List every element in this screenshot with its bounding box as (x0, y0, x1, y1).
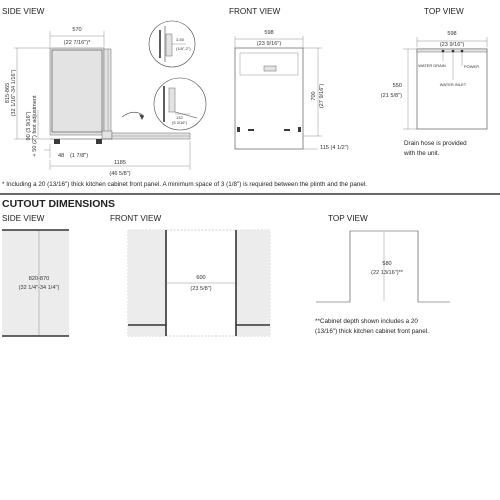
cutout-side-title: SIDE VIEW (2, 214, 45, 223)
cutout-top-depth-mm: 580 (382, 261, 392, 267)
label-water-inlet: WATER INLET (439, 82, 467, 87)
cutout-top-note-line1: **Cabinet depth shown includes a 20 (315, 318, 418, 325)
installation-footnote: * Including a 20 (13/16") thick kitchen cabinet front panel. A minimum space of 3 (1/8") is required between the plinth and the panel. (2, 181, 368, 188)
side-plinth-in: (1 7/8") (70, 153, 89, 159)
cutout-side-height-in: (32 1/4"-34 1/4") (18, 285, 60, 291)
top-depth-mm: 550 (392, 83, 402, 89)
label-power: POWER (464, 64, 480, 69)
callout-bottom-detail (154, 78, 206, 130)
cutout-front-width-in: (23 5/8") (190, 286, 212, 292)
side-depth-in: (22 7/16")* (63, 40, 91, 46)
cutout-title: CUTOUT DIMENSIONS (2, 198, 115, 210)
callout-bottom-mm: 132 (176, 115, 183, 120)
side-adjust-mm: 90 (3 9/16") (26, 111, 32, 141)
front-height-mm: 700 (311, 91, 317, 101)
top-width-mm: 598 (447, 31, 457, 37)
front-width-in: (23 9/16") (256, 41, 282, 47)
cutout-front-title: FRONT VIEW (110, 214, 162, 223)
top-depth-in: (21 5/8") (380, 93, 402, 99)
top-view-drawing (381, 31, 487, 157)
cutout-side-drawing (2, 230, 69, 336)
cutout-top-title: TOP VIEW (328, 214, 368, 223)
cutout-top-note-line2: (13/16") thick kitchen cabinet front panel. (315, 328, 429, 335)
cutout-front-width-mm: 600 (196, 275, 206, 281)
front-width-mm: 598 (264, 30, 274, 36)
cutout-side-height-mm: 820-870 (28, 276, 50, 282)
side-plinth-mm: 48 (58, 153, 65, 159)
label-water-drain: WATER DRAIN (418, 63, 446, 68)
callout-top-mm: 3-50 (176, 37, 185, 42)
front-plinth: 115 (4 1/2") (320, 145, 349, 151)
cutout-top-drawing (315, 231, 450, 335)
drain-hose-note-line2: with the unit. (404, 150, 440, 157)
callout-top-detail (149, 21, 195, 67)
cutout-top-depth-in: (22 13/16")** (371, 270, 403, 276)
side-view-title: SIDE VIEW (2, 7, 45, 16)
side-height-in: (32 1/16"-34 1/16") (11, 69, 17, 117)
drain-hose-note-line1: Drain hose is provided (404, 140, 467, 147)
callout-top-in: (1/8"-2") (176, 46, 191, 51)
top-width-in: (23 9/16") (439, 42, 465, 48)
front-view-drawing (235, 30, 349, 151)
callout-bottom-in: (5 3/16") (172, 120, 188, 125)
top-view-title: TOP VIEW (424, 7, 464, 16)
front-height-in: (27 9/16") (319, 83, 325, 109)
cutout-front-drawing (128, 230, 270, 336)
side-adjust-in: + 50 (2") foot adjustment (32, 95, 38, 157)
side-height-mm: 815-865 (5, 82, 11, 104)
side-depth-mm: 570 (72, 27, 82, 33)
front-view-title: FRONT VIEW (229, 7, 281, 16)
side-overall-in: (46 5/8") (109, 171, 131, 177)
side-overall-mm: 1185 (113, 160, 127, 166)
side-view-drawing (5, 27, 190, 177)
